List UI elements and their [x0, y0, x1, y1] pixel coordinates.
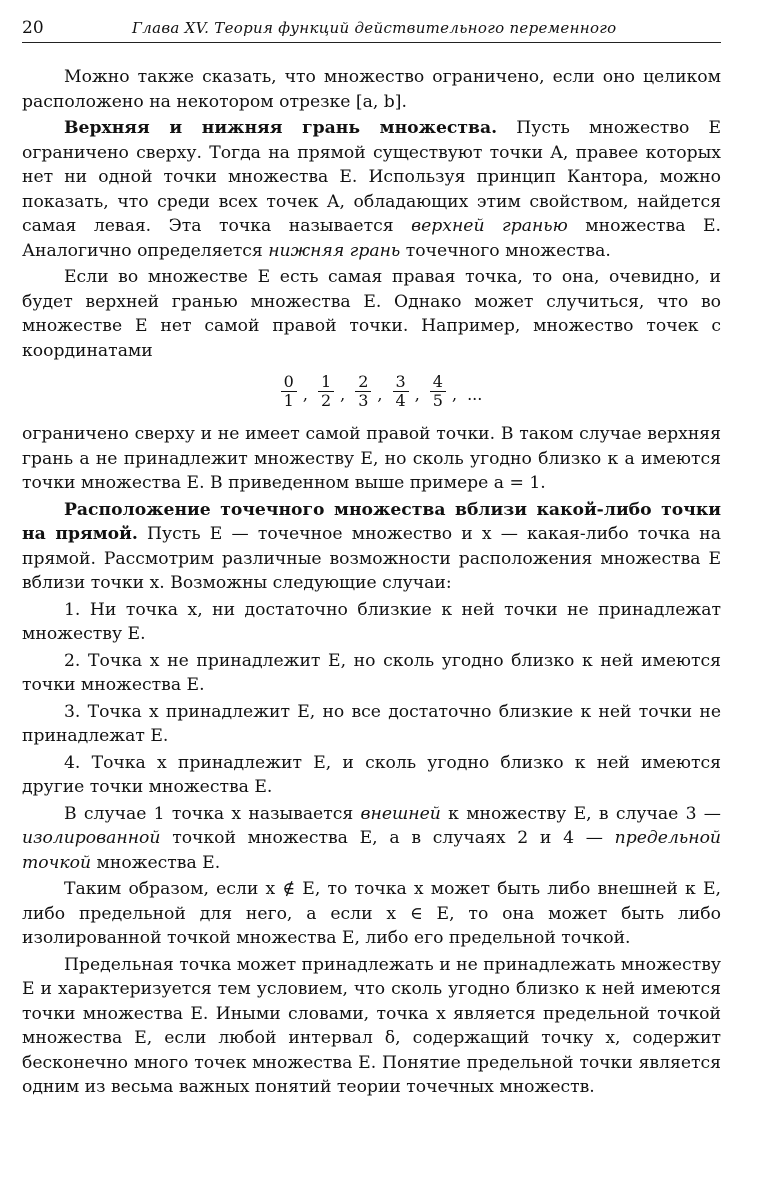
term-exterior: внешней [360, 803, 441, 824]
section-heading-location: Расположение точечного множества вблизи какой-либо точки на прямой. [22, 499, 721, 544]
term-upper-bound: верхней гранью [411, 216, 568, 236]
paragraph-text: точечного множества. [400, 240, 611, 261]
section-heading-supremum: Верхняя и нижняя грань множества. [64, 118, 498, 138]
case-item: 2. Точка x не принадлежит E, но сколь угодно близко к ней имеются точки множества E. [22, 650, 721, 695]
denominator: 3 [358, 391, 369, 410]
case-item: 1. Ни точка x, ни достаточно близкие к ней точки не принадлежат множеству E. [22, 599, 721, 644]
body-text [22, 65, 721, 1100]
paragraph-text: В случае 1 точка x называется [64, 803, 361, 824]
paragraph-text: точкой множества E, а в случаях 2 и 4 — [160, 828, 615, 848]
running-header [22, 18, 721, 43]
denominator: 1 [283, 391, 294, 410]
page-number: 20 [22, 18, 44, 38]
fraction [318, 373, 334, 410]
paragraph-summary: Таким образом, если x ∉ E, то точка x может быть либо внешней к E, либо предельной для него, а если x ∈ E, то она может быть либо изолированной точкой множества E, либо его предельной точкой. [22, 879, 721, 948]
paragraph-text: Пусть E — точечное множество и x — какая-либо точка на прямой. Рассмотрим различные возможности расположения множества E вблизи точки x. Возможны следующие случаи: [22, 524, 721, 593]
numerator: 4 [430, 373, 446, 392]
fraction [430, 373, 446, 410]
paragraph-location [22, 498, 721, 596]
running-title: Глава XV. Теория функций действительного переменного [132, 19, 617, 37]
paragraph-bounded: Можно также сказать, что множество ограничено, если оно целиком расположено на некотором отрезке [a, b]. [22, 67, 721, 112]
case-item: 4. Точка x принадлежит E, и сколь угодно близко к ней имеются другие точки множества E. [22, 752, 721, 797]
numerator: 2 [355, 373, 371, 392]
paragraph-text: множества E. [91, 852, 221, 873]
term-isolated: изолированной [22, 828, 161, 848]
numerator: 1 [318, 373, 334, 392]
paragraph-supremum [22, 116, 721, 263]
fraction [393, 373, 409, 410]
paragraph-rightmost-point: Если во множестве E есть самая правая точка, то она, очевидно, и будет верхней гранью множества E. Однако может случиться, что во множестве E нет самой правой точки. Например, множество точек с координатами [22, 267, 721, 361]
denominator: 2 [320, 391, 332, 410]
numerator: 3 [393, 373, 409, 392]
paragraph-text: множества E. Аналогично определяется [22, 216, 721, 261]
term-limit-point: предельной точкой [22, 828, 721, 873]
numerator: 0 [281, 373, 297, 392]
paragraph-definitions [22, 802, 721, 876]
paragraph-example: ограничено сверху и не имеет самой правой точки. В таком случае верхняя грань a не принадлежит множеству E, но сколь угодно близко к a имеются точки множества E. В приведенном выше примере a = 1. [22, 424, 721, 493]
paragraph-text: к множеству E, в случае 3 — [440, 803, 721, 824]
sequence-ellipsis: ... [467, 385, 483, 405]
paragraph-limit-point: Предельная точка может принадлежать и не принадлежать множеству E и характеризуется тем условием, что сколь угодно близко к ней имеются точки множества E. Иными словами, точка x является предельной точкой множества E, если любой интервал δ, содержащий точку x, содержит бесконечно много точек множества E. Понятие предельной точки является одним из весьма важных понятий теории точечных множеств. [22, 954, 721, 1097]
term-lower-bound: нижняя грань [268, 240, 401, 261]
fraction [281, 373, 297, 410]
case-item: 3. Точка x принадлежит E, но все достаточно близкие к ней точки не принадлежат E. [22, 701, 721, 746]
paragraph-text: Пусть множество E ограничено сверху. Тогда на прямой существуют точки A, правее которых нет ни одной точки множества E. Используя принцип Кантора, можно показать, что среди всех точек A, обладающих этим свойством, найдется самая левая. Эта точка называется [22, 118, 721, 236]
fraction-sequence: $\frac{0}{1}$ , $\frac{1}{2}$ , $\frac{2}{3}$ , $\frac{3}{4}$ , $\frac{4}{5}$ , ... [42, 373, 721, 410]
denominator: 5 [432, 391, 443, 410]
fraction [355, 373, 371, 410]
denominator: 4 [395, 391, 406, 410]
